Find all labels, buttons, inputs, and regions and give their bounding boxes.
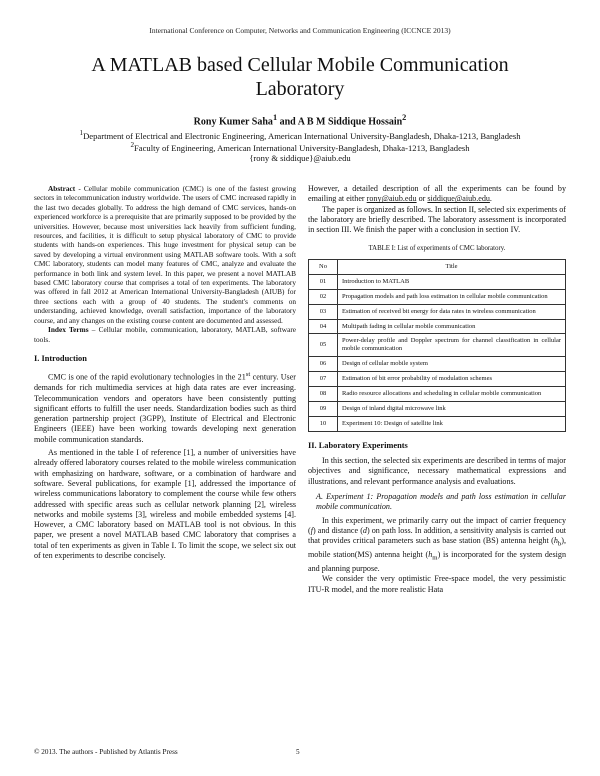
section-2-paragraph-3: We consider the very optimistic Free-space model, the very pessimistic ITU-R model, and the more realistic Hata (308, 574, 566, 594)
symbol-f: f (310, 525, 313, 535)
experiments-table (308, 259, 566, 432)
column-header-title: Title (338, 259, 566, 274)
intro-paragraph-1 (34, 370, 296, 445)
affiliation-2-text: Faculty of Engineering, American International University-Bangladesh, Dhaka-1213, Bangladesh (134, 142, 470, 153)
abstract-text: - Cellular mobile communication (CMC) is one of the fastest growing sectors in telecommunication industry worldwide. The users of CMC increased rapidly in the last two decades globally. To address the high demand of CMC services, hands-on experienced workforce is a prerequisite that are primarily supposed to be provided by the universities. However, because most universities lack heavily from sufficient funding, resources, and facilities, it is difficult to setup physical laboratory of CMC to provide students with hands-on experiences. This huge investment for physical setup can be saved by developing a virtual environment using MATLAB software tools. With a soft CMC laboratory, students can model many features of CMC, analyze and evaluate the performance in both link and system level. In this paper, we present a novel MATLAB based CMC laboratory course that comprises a total of ten experiments. The laboratory was offered in fall 2012 at American International University-Bangladesh (AIUB) for three sections each with a group of 40 students. The student's comments on understanding, achieved knowledge, overall satisfaction, importance of the laboratory course, and any changes on the existing course content are documented and assessed. (34, 184, 296, 325)
section-2-paragraph-2 (308, 516, 566, 575)
col2-paragraph-2: The paper is organized as follows. In section II, selected six experiments of the laboratory are briefly described. The laboratory assessment is incorporated in section III. We finish the paper with a conclusion in section IV. (308, 204, 566, 235)
index-terms-text: – Cellular mobile, communication, laboratory, MATLAB, software tools. (34, 325, 296, 344)
row-no: 02 (309, 289, 338, 304)
century-superscript: st (245, 371, 251, 379)
row-no: 08 (309, 387, 338, 402)
row-title: Design of inland digital microwave link (338, 401, 566, 416)
row-title: Radio resource allocations and scheduling in cellular mobile communication (338, 387, 566, 402)
affiliation-1-marker: 1 (79, 129, 84, 137)
author-line (0, 113, 600, 127)
p2-part-g: ) is incorporated for the system design and planning purpose. (308, 550, 566, 574)
left-column (34, 184, 296, 561)
right-column (308, 184, 566, 595)
author-emails: {rony & siddique}@aiub.edu (249, 153, 351, 163)
table-row (309, 401, 566, 416)
symbol-hb: h (553, 536, 558, 546)
intro-paragraph-2: As mentioned in the table I of reference [1], a number of universities have already offered laboratory courses related to the mobile wireless communication with emphasizing on hardware, software, or a combination of hardware and software. Several publications, for example [1], addressed the importance of wireless communications laboratory to complement the course while few others addressed with specific areas such as cellular network planning [2], wireless networks and mobile systems [3], wireless and mobile embedded systems [4]. However, a CMC laboratory based on MATLAB tool is not obvious. In this paper, we present a novel MATLAB based CMC laboratory that comprises a total of ten experiments as given in Table I. To limit the scope, we select six out of ten experiments to describe concisely. (34, 448, 296, 561)
row-title: Multipath fading in cellular mobile communication (338, 319, 566, 334)
table-row (309, 372, 566, 387)
conference-header: International Conference on Computer, Networks and Communication Engineering (ICCNCE 2013) (149, 26, 451, 35)
table-row (309, 357, 566, 372)
abstract-label: Abstract (48, 184, 76, 193)
section-2-heading: II. Laboratory Experiments (308, 440, 408, 450)
row-title: Introduction to MATLAB (338, 274, 566, 289)
affiliation-1 (0, 129, 600, 141)
author-1: Rony Kumer Saha (193, 116, 273, 128)
copyright-footer: © 2013. The authors - Published by Atlantis Press (34, 748, 178, 756)
table-row (309, 416, 566, 431)
table-row (309, 304, 566, 319)
row-no: 01 (309, 274, 338, 289)
p2-part-e: ), mobile station(MS) antenna height ( (308, 536, 566, 560)
table-row (309, 319, 566, 334)
symbol-hm-sub: m (432, 554, 438, 562)
author-2: A B M Siddique Hossain (297, 116, 403, 128)
abstract (34, 184, 296, 325)
row-no: 06 (309, 357, 338, 372)
row-no: 04 (309, 319, 338, 334)
row-title: Estimation of bit error probability of modulation schemes (338, 372, 566, 387)
row-no: 09 (309, 401, 338, 416)
symbol-hb-sub: b (557, 540, 562, 548)
row-no: 05 (309, 334, 338, 357)
table-row (309, 334, 566, 357)
section-2-paragraph-1: In this section, the selected six experiments are described in terms of major objectives and significance, necessary mathematical expressions and illustrations, and relevant performance analysis and evaluations. (308, 456, 566, 486)
table-row (309, 387, 566, 402)
email-link-rony[interactable]: rony@aiub.edu (366, 194, 417, 204)
p2-part-c: ) on path loss. In addition, a sensitivity analysis is carried out that provides critical parameters such as base station (BS) antenna height ( (308, 525, 566, 546)
row-title: Experiment 10: Design of satellite link (338, 416, 566, 431)
col2-p1-text: However, a detailed description of all the experiments can be found by emailing at either (308, 184, 566, 204)
affiliation-2-marker: 2 (130, 141, 135, 149)
row-title: Estimation of received bit energy for data rates in wireless communication (338, 304, 566, 319)
intro-p1-rest: century. User demands for rich multimedia services at high data rates are ever increasing. Telecommunication vendors and operators have been consistently putting significant efforts to fulfill the user needs. Standardization bodies such as third generation partnership project (3GPP), Institute of Electrical and Electronic Engineers (IEEE) have been working towards developing next generation mobile communication standards. (34, 373, 296, 444)
symbol-d: d (362, 525, 367, 535)
index-terms (34, 325, 296, 344)
row-title: Propagation models and path loss estimation in cellular mobile communication (338, 289, 566, 304)
table-caption: TABLE I: List of experiments of CMC laboratory. (368, 245, 506, 253)
table-row (309, 274, 566, 289)
email-link-siddique[interactable]: siddique@aiub.edu (427, 194, 490, 204)
intro-heading: I. Introduction (34, 353, 87, 363)
col2-or: or (416, 194, 428, 204)
table-header-row (309, 259, 566, 274)
row-no: 10 (309, 416, 338, 431)
index-terms-label: Index Terms (48, 325, 89, 335)
author-2-marker: 2 (402, 113, 407, 122)
table-row (309, 289, 566, 304)
p2-part-b: ) and distance ( (312, 525, 363, 535)
row-title: Power-delay profile and Doppler spectrum for channel classification in cellular mobile communication (338, 334, 566, 357)
col2-period: . (489, 194, 492, 204)
intro-p1-start: CMC is one of the rapid evolutionary technologies in the 21 (48, 373, 246, 382)
affiliation-2 (0, 141, 600, 153)
paper-title: A MATLAB based Cellular Mobile Communication Laboratory (91, 54, 509, 100)
author-join: and (277, 116, 298, 128)
row-title: Design of cellular mobile system (338, 357, 566, 372)
column-header-no: No (309, 259, 338, 274)
page-number: 5 (296, 748, 300, 756)
symbol-hm: h (428, 550, 433, 560)
row-no: 03 (309, 304, 338, 319)
col2-paragraph-1 (308, 184, 566, 205)
author-1-marker: 1 (272, 113, 278, 122)
p2-part-a: In this experiment, we primarily carry out the impact of carrier frequency ( (308, 515, 566, 535)
row-no: 07 (309, 372, 338, 387)
experiment-1-heading: A. Experiment 1: Propagation models and path loss estimation in cellular mobile communication. (316, 492, 566, 512)
affiliation-1-text: Department of Electrical and Electronic Engineering, American International University-Bangladesh, Dhaka-1213, Bangladesh (83, 130, 521, 141)
